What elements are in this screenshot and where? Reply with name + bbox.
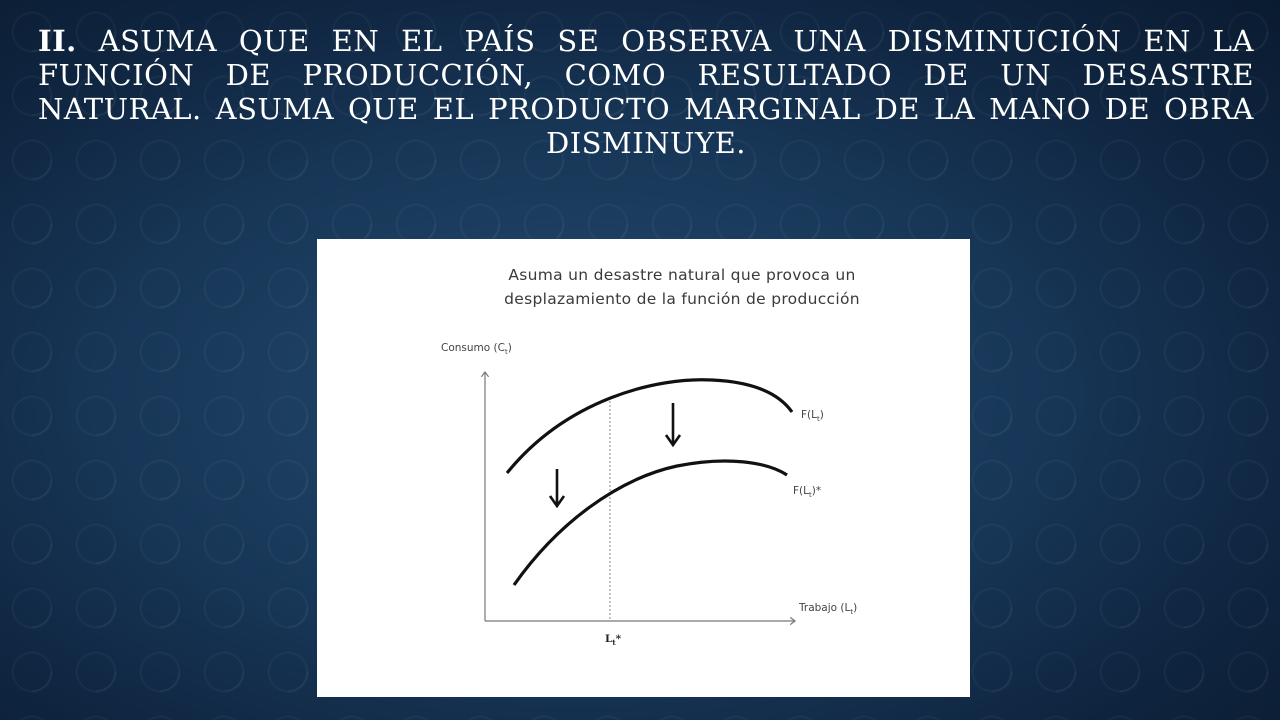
x-axis-label: Trabajo $(L_t)$ (799, 602, 858, 617)
slide-title (38, 24, 1254, 160)
curve-original-label: $F(L_t)$ (801, 409, 824, 424)
curve-shifted-label: $F(L_t)*$ (793, 485, 822, 500)
equilibrium-labor-label: $L_t*$ (605, 633, 622, 648)
production-function-figure (317, 239, 970, 697)
slide-title-text: ASUMA QUE EN EL PAÍS SE OBSERVA UNA DISMINUCIÓN EN LA FUNCIÓN DE PRODUCCIÓN, COMO RESULTADO DE UN DESASTRE NATURAL. ASUMA QUE EL PRODUCTO MARGINAL DE LA MANO DE OBRA DISMINUYE. (38, 24, 1254, 160)
figure-title: Asuma un desastre natural que provoca un desplazamiento de la función de producción (504, 266, 860, 308)
curve-original (507, 380, 792, 473)
y-axis-label: Consumo $(C_t)$ (441, 342, 512, 357)
curve-shifted (514, 461, 787, 585)
shift-arrow-left (550, 469, 564, 506)
shift-arrow-right (666, 403, 680, 445)
slide-title-prefix: II. (38, 24, 77, 58)
